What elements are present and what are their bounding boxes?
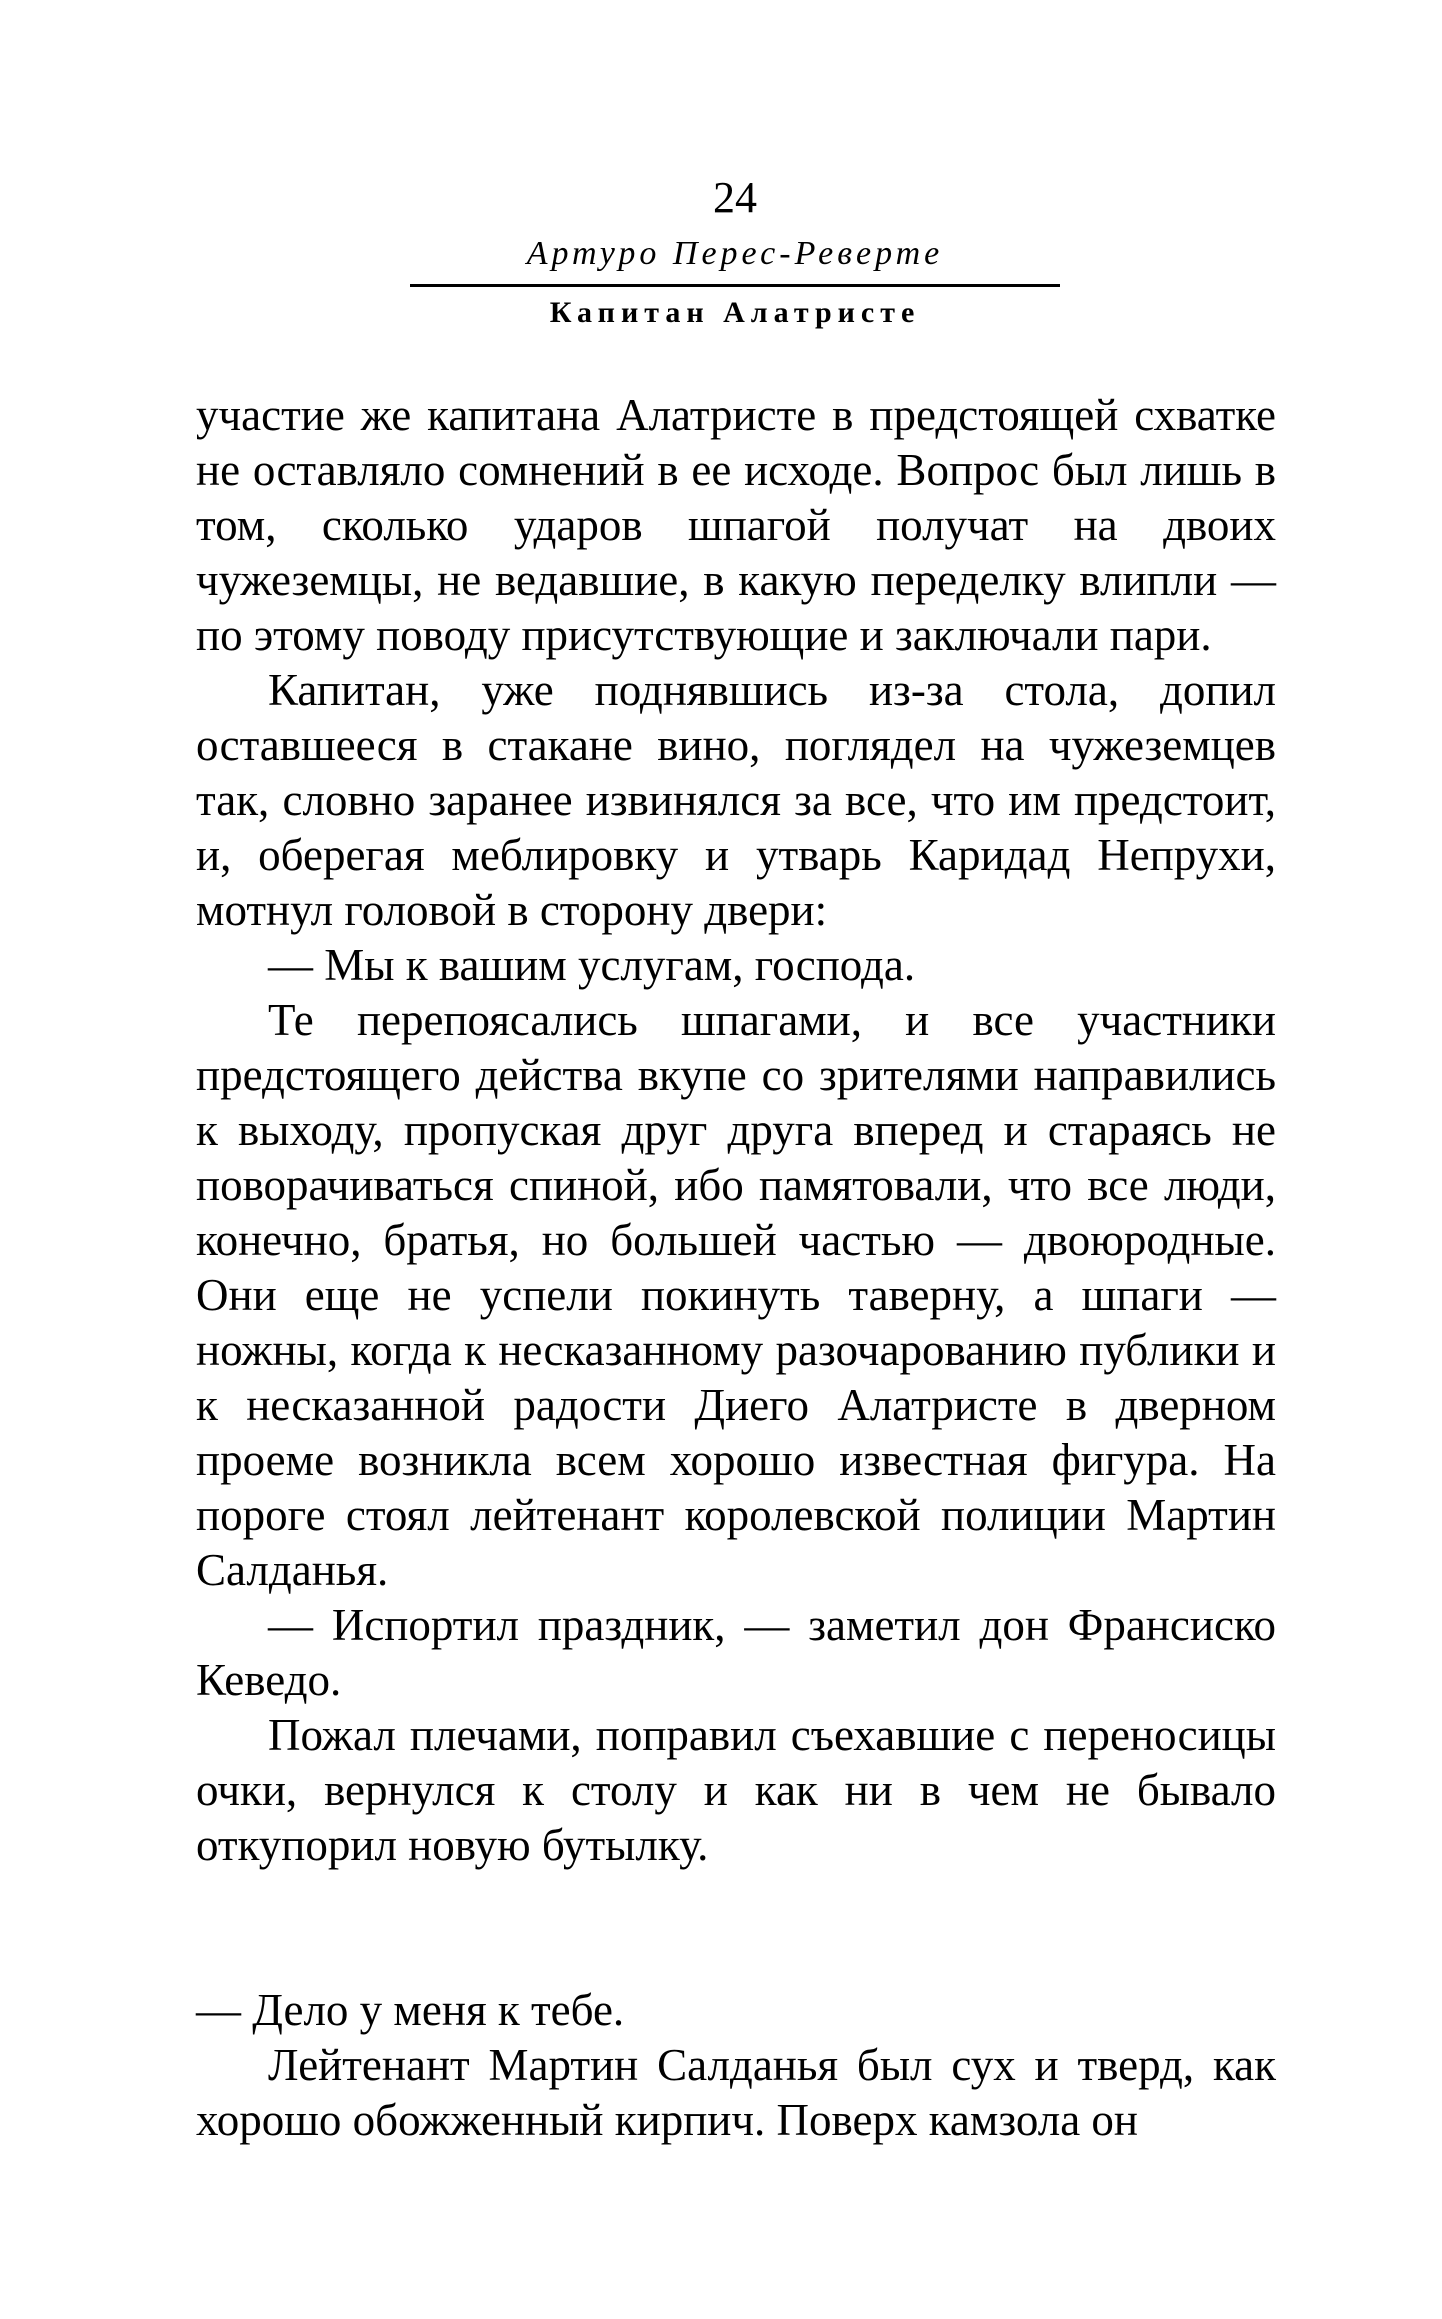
dialogue-line: — Испортил праздник, — заметил дон Франсиско Кеведо.	[196, 1600, 1276, 1705]
paragraph: Капитан, уже поднявшись из-за стола, допил оставшееся в стакане вино, поглядел на чужеземцев так, словно заранее извинялся за все, что им предстоит, и, оберегая меблировку и утварь Каридад Непрухи, мотнул головой в сторону двери:	[196, 665, 1276, 935]
header-divider	[410, 284, 1060, 287]
section-break	[196, 1873, 1276, 1983]
body-text	[196, 388, 1276, 2148]
author-name: Артуро Перес-Реверте	[526, 235, 944, 272]
paragraph-continued: участие же капитана Алатристе в предстоящей схватке не оставляло сомнений в ее исходе. Вопрос был лишь в том, сколько ударов шпагой получат на двоих чужеземцы, не ведавшие, в какую переделку влипли — по этому поводу присутствующие и заключали пари.	[196, 390, 1276, 660]
dialogue-line: — Мы к вашим услугам, господа.	[268, 940, 916, 990]
paragraph: Лейтенант Мартин Салданья был сух и тверд, как хорошо обожженный кирпич. Поверх камзола он	[196, 2040, 1276, 2145]
paragraph: Пожал плечами, поправил съехавшие с переносицы очки, вернулся к столу и как ни в чем не бывало откупорил новую бутылку.	[196, 1710, 1276, 1870]
running-head	[385, 170, 1085, 333]
paragraph: Те перепоясались шпагами, и все участники предстоящего действа вкупе со зрителями направились к выходу, пропуская друг друга вперед и стараясь не поворачиваться спиной, ибо памятовали, что все люди, конечно, братья, но большей частью — двоюродные. Они еще не успели покинуть таверну, а шпаги — ножны, когда к несказанному разочарованию публики и к несказанной радости Диего Алатристе в дверном проеме возникла всем хорошо известная фигура. На пороге стоял лейтенант королевской полиции Мартин Салданья.	[196, 995, 1276, 1595]
dialogue-line: — Дело у меня к тебе.	[196, 1985, 625, 2035]
book-title: Капитан Алатристе	[549, 296, 921, 329]
page-number: 24	[713, 173, 757, 222]
